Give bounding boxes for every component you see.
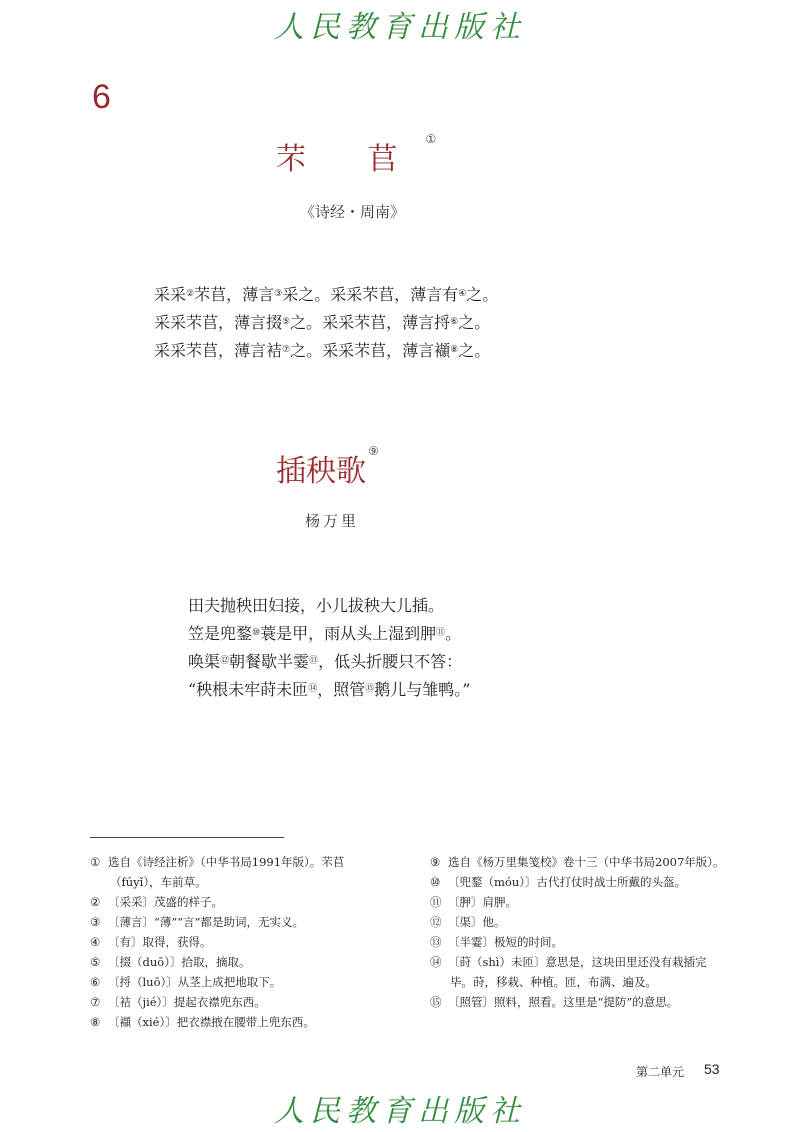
poem2-author: 杨万里 xyxy=(305,512,360,530)
footnote-text: 〔渠〕他。 xyxy=(448,915,506,929)
footnote-ref[interactable]: ⑫ xyxy=(220,656,230,666)
footnotes-left xyxy=(90,852,410,1032)
poem2-text: 笠是兜鍪 xyxy=(188,624,253,643)
footnote-text: 〔掇（duō）〕拾取，摘取。 xyxy=(108,955,251,969)
poem1-text: 采采芣苢，薄言袺 xyxy=(154,341,283,360)
poem2-body xyxy=(188,592,470,704)
poem2-text: 。 xyxy=(445,624,462,643)
footnote-number: ⑩ xyxy=(430,875,441,889)
poem2-line xyxy=(188,676,470,704)
poem1-text: 之。 xyxy=(458,341,491,360)
footnote-number: ④ xyxy=(90,935,101,949)
footnote-text: 〔兜鍪（móu）〕古代打仗时战士所戴的头盔。 xyxy=(448,875,686,889)
poem2-line xyxy=(188,620,470,648)
footnote-ref[interactable]: ⑥ xyxy=(450,317,459,327)
footnote-number: ① xyxy=(90,855,101,869)
poem1-line xyxy=(154,281,498,309)
footnote-number: ⑨ xyxy=(430,855,441,869)
lesson-number: 6 xyxy=(92,78,111,116)
footnote-item xyxy=(430,872,730,892)
poem1-text: 之。 xyxy=(466,285,499,304)
poem1-text: 之。采采芣苢，薄言捋 xyxy=(290,313,451,332)
poem2-text: 蓑是甲，雨从头上湿到胛 xyxy=(260,624,437,643)
footnote-item xyxy=(90,992,410,1012)
footnote-ref[interactable]: ⑦ xyxy=(282,345,291,355)
poem1-line xyxy=(154,337,498,365)
poem2-text: 朝餐歇半霎 xyxy=(229,652,310,671)
footnote-text: 〔照管〕照料，照看。这里是“提防”的意思。 xyxy=(448,995,679,1009)
poem2-text: “秧根未牢莳未匝 xyxy=(188,680,309,699)
poem2-text: 鹅儿与雏鸭。” xyxy=(374,680,471,699)
footnote-item xyxy=(430,852,730,872)
footnote-item xyxy=(430,952,730,992)
footnote-number: ⑤ xyxy=(90,955,101,969)
footnote-number: ③ xyxy=(90,915,101,929)
footnote-item xyxy=(90,972,410,992)
poem2-text: ，低头折腰只不答： xyxy=(318,652,463,671)
poem1-text: 采之。采采芣苢，薄言有 xyxy=(282,285,459,304)
publisher-logo-bottom: 人民教育出版社 xyxy=(274,1094,526,1129)
footnote-item xyxy=(90,852,410,892)
footnote-text: 〔捋（luō）〕从茎上成把地取下。 xyxy=(108,975,282,989)
footnote-text-continued: 毕。莳，移栽、种植。匝，布满、遍及。 xyxy=(450,975,657,989)
page-number: 53 xyxy=(704,1061,720,1077)
footnote-text: 〔半霎〕极短的时间。 xyxy=(448,935,563,949)
poem2-title-note: ⑨ xyxy=(368,444,379,458)
footnote-item xyxy=(90,932,410,952)
unit-label: 第二单元 xyxy=(636,1065,685,1079)
footnote-text: 〔襭（xié）〕把衣襟掖在腰带上兜东西。 xyxy=(108,1015,315,1029)
footnote-text: 〔莳（shì）未匝〕意思是，这块田里还没有栽插完 xyxy=(448,955,707,969)
footnote-divider xyxy=(90,837,284,838)
footnote-ref[interactable]: ⑤ xyxy=(282,317,291,327)
poem1-text: 之。采采芣苢，薄言襭 xyxy=(290,341,451,360)
footnote-number: ⑬ xyxy=(430,935,442,949)
footnote-ref[interactable]: ⑮ xyxy=(365,684,375,694)
footnote-ref[interactable]: ⑪ xyxy=(436,628,446,638)
poem1-title: 芣 苢① xyxy=(276,132,463,177)
footnote-item xyxy=(90,952,410,972)
poem2-line xyxy=(188,592,470,620)
footnote-ref[interactable]: ④ xyxy=(458,289,467,299)
footnote-text: 〔薄言〕“薄”“言”都是助词，无实义。 xyxy=(108,915,305,929)
poem1-source: 《诗经・周南》 xyxy=(300,203,406,221)
footnote-ref[interactable]: ② xyxy=(186,289,195,299)
poem1-text: 采采芣苢，薄言掇 xyxy=(154,313,283,332)
poem1-text: 之。 xyxy=(458,313,491,332)
footnote-item xyxy=(90,1012,410,1032)
poem1-text: 芣苢，薄言 xyxy=(194,285,275,304)
footnote-item xyxy=(90,912,410,932)
footnote-text: 〔有〕取得，获得。 xyxy=(108,935,212,949)
footnote-item xyxy=(90,892,410,912)
footnote-item xyxy=(430,932,730,952)
footnote-ref[interactable]: ⑧ xyxy=(450,345,459,355)
poem2-title: 插秧歌⑨ xyxy=(276,444,379,489)
footnote-text: 选自《诗经注析》（中华书局1991年版）。芣苢 xyxy=(108,855,345,869)
footnote-ref[interactable]: ⑬ xyxy=(309,656,319,666)
footnote-text: 选自《杨万里集笺校》卷十三（中华书局2007年版）。 xyxy=(448,855,725,869)
poem1-body xyxy=(154,281,498,365)
footnote-number: ⑦ xyxy=(90,995,101,1009)
footnote-text: 〔袺（jié）〕提起衣襟兜东西。 xyxy=(108,995,266,1009)
footnote-text: 〔采采〕茂盛的样子。 xyxy=(108,895,223,909)
footnote-number: ⑮ xyxy=(430,995,442,1009)
poem2-text: 田夫抛秧田妇接，小儿拔秧大儿插。 xyxy=(188,596,445,615)
footnote-text: 〔胛〕肩胛。 xyxy=(448,895,517,909)
poem1-line xyxy=(154,309,498,337)
poem1-title-note: ① xyxy=(425,132,463,146)
publisher-logo-top: 人民教育出版社 xyxy=(274,10,526,45)
poem2-text: ，照管 xyxy=(317,680,366,699)
footnotes-right xyxy=(430,852,730,1012)
footnote-item xyxy=(430,992,730,1012)
footnote-number: ② xyxy=(90,895,101,909)
footnote-number: ⑭ xyxy=(430,955,442,969)
footnote-ref[interactable]: ⑭ xyxy=(308,684,318,694)
footnote-text-continued: （fúyǐ），车前草。 xyxy=(110,875,207,889)
footnote-number: ⑫ xyxy=(430,915,442,929)
footnote-number: ⑪ xyxy=(430,895,442,909)
footnote-item xyxy=(430,912,730,932)
footnote-item xyxy=(430,892,730,912)
poem2-line xyxy=(188,648,470,676)
footnote-ref[interactable]: ③ xyxy=(274,289,283,299)
footnote-number: ⑥ xyxy=(90,975,101,989)
poem2-text: 唤渠 xyxy=(188,652,221,671)
poem1-text: 采采 xyxy=(154,285,187,304)
footnote-ref[interactable]: ⑩ xyxy=(252,628,261,638)
footnote-number: ⑧ xyxy=(90,1015,101,1029)
